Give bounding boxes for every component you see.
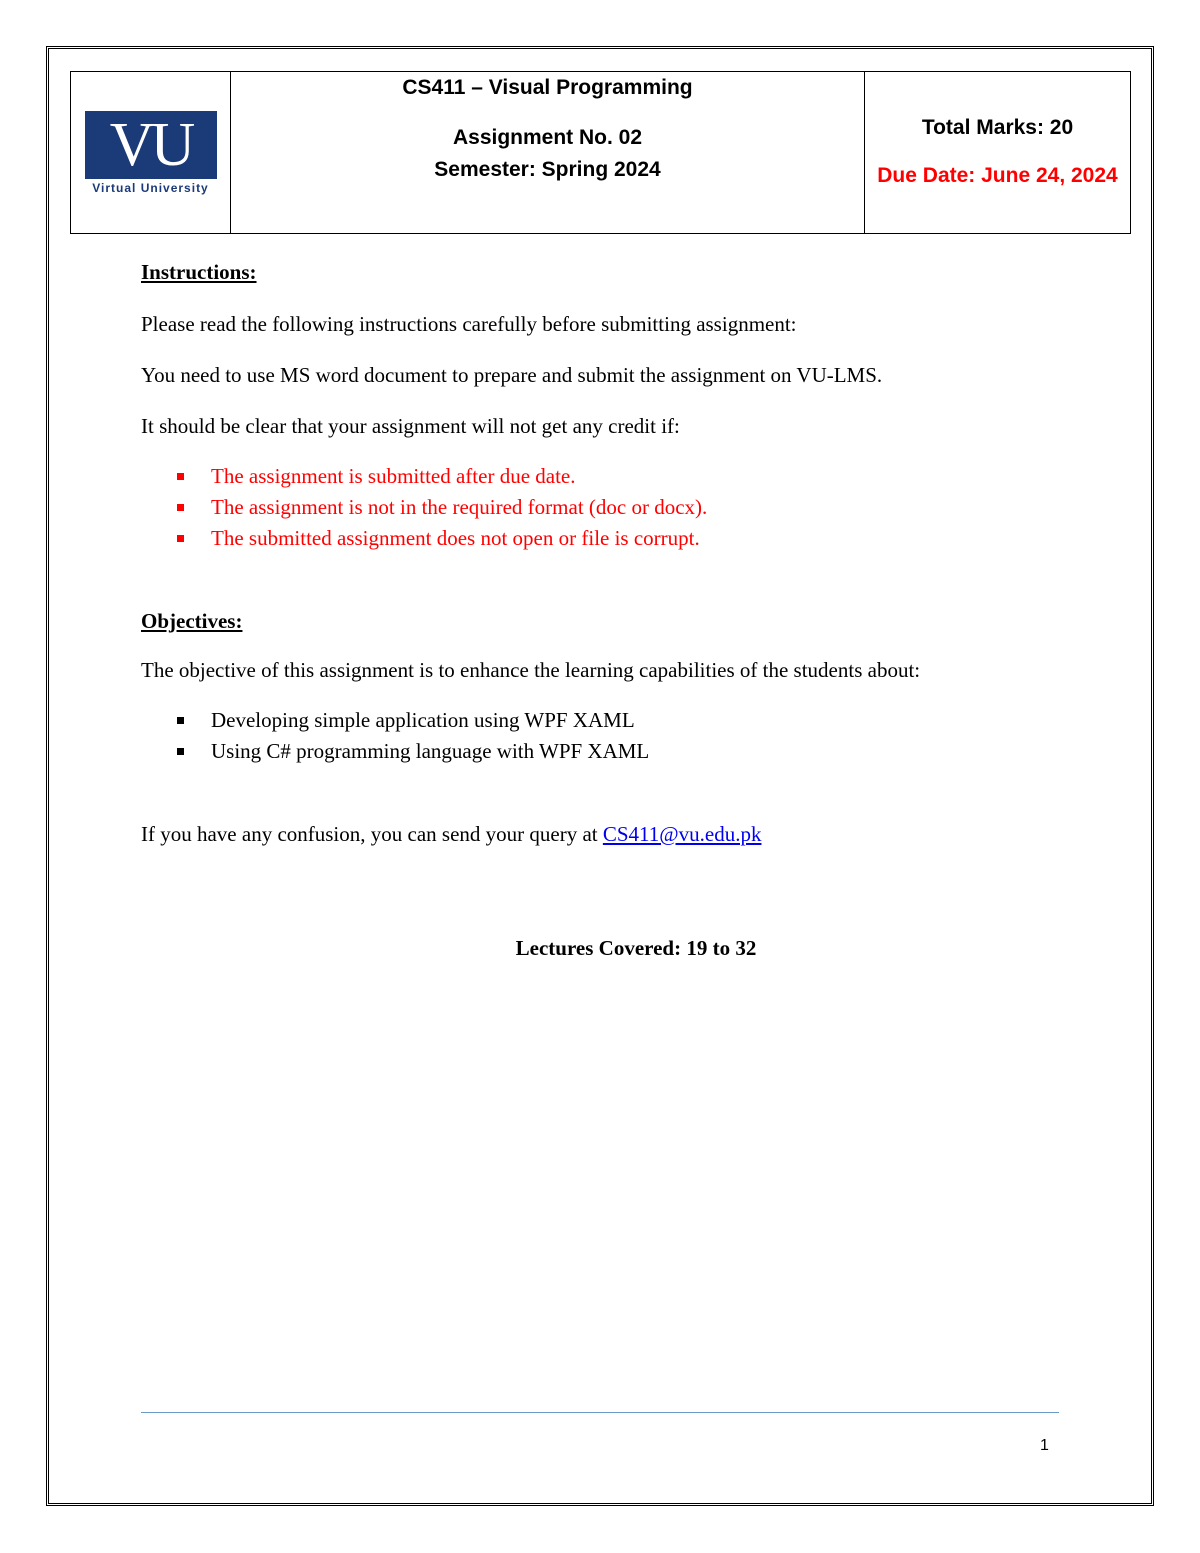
footer-divider — [141, 1412, 1059, 1413]
vu-logo-mark: VU — [85, 111, 217, 179]
lectures-covered: Lectures Covered: 19 to 32 — [515, 936, 757, 960]
instructions-bullet-list — [211, 464, 707, 557]
contact-line — [141, 822, 761, 847]
title-cell — [231, 72, 865, 233]
page-number: 1 — [1040, 1437, 1049, 1454]
bullet-text: Using C# programming language with WPF XAML — [211, 739, 650, 763]
logo-cell — [71, 72, 231, 233]
list-item — [211, 495, 707, 526]
vu-logo — [85, 111, 217, 195]
bullet-icon — [177, 748, 184, 755]
course-title: CS411 – Visual Programming — [402, 76, 693, 99]
instructions-line-3: It should be clear that your assignment will not get any credit if: — [141, 414, 680, 438]
bullet-text: The assignment is submitted after due date. — [211, 464, 576, 488]
contact-email-link[interactable]: CS411@vu.edu.pk — [602, 822, 762, 846]
assignment-number: Assignment No. 02 — [452, 126, 643, 149]
bullet-text: The assignment is not in the required format (doc or docx). — [211, 495, 708, 519]
logo-text: Virtual University — [92, 180, 209, 195]
list-item — [211, 526, 707, 557]
semester: Semester: Spring 2024 — [434, 158, 661, 181]
list-item — [211, 464, 707, 495]
instructions-line-1: Please read the following instructions carefully before submitting assignment: — [141, 312, 797, 336]
total-marks: Total Marks: 20 — [921, 116, 1074, 139]
bullet-text: Developing simple application using WPF XAML — [211, 708, 635, 732]
bullet-icon — [177, 473, 184, 480]
objectives-line-1: The objective of this assignment is to enhance the learning capabilities of the students about: — [141, 658, 921, 682]
bullet-text: The submitted assignment does not open or file is corrupt. — [211, 526, 700, 550]
bullet-icon — [177, 535, 184, 542]
bullet-icon — [177, 717, 184, 724]
list-item — [211, 708, 649, 739]
instructions-line-2: You need to use MS word document to prepare and submit the assignment on VU-LMS. — [141, 363, 883, 387]
list-item — [211, 739, 649, 770]
objectives-heading: Objectives: — [141, 609, 243, 633]
due-date: Due Date: June 24, 2024 — [877, 164, 1118, 187]
marks-cell — [865, 72, 1130, 233]
objectives-bullet-list — [211, 708, 649, 770]
contact-text: If you have any confusion, you can send your query at — [141, 822, 603, 846]
header-table — [70, 71, 1131, 234]
bullet-icon — [177, 504, 184, 511]
instructions-heading: Instructions: — [141, 260, 257, 284]
